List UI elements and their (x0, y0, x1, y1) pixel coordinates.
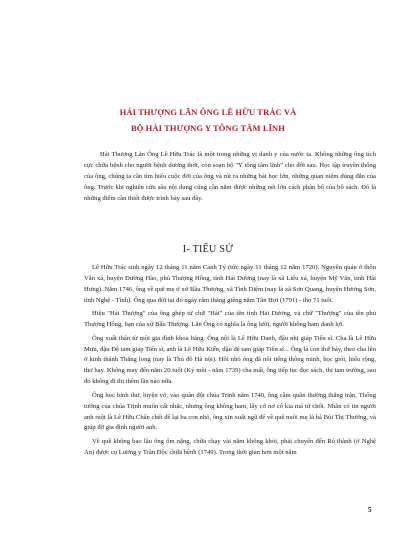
chapter-title-line-1: HẢI THƯỢNG LÃN ÔNG LÊ HỮU TRÁC VÀ (119, 107, 297, 117)
chapter-title-line-2: BỘ HẢI THƯỢNG Y TÔNG TÂM LĨNH (130, 123, 286, 133)
paragraph-pen-name: Hiệu "Hải Thượng" của ông ghép từ chữ "Hải" của tên tỉnh Hải Dương, và chữ "Thượng" của tên phủ Thượng Hồng, bạn của xứ Bầu Thượng. Lãn Ông có nghĩa là ông lười, người không ham danh lợi. (84, 310, 376, 329)
paragraph-birth: Lê Hữu Trác sinh ngày 12 tháng 11 năm Canh Tý (tức ngày 11 tháng 12 năm 1720). Nguyên quán ở thôn Văn xá, huyện Đường Hào, phủ Thượng Hồng, tỉnh Hải Dương (nay là xã Liêu xá, huyện Mỹ Văn, tỉnh Hải Hưng). Năm 1746, ông về quê mẹ ở xứ Bầu Thượng, xã Tình Diệm (nay là xã Sơn Quang, huyện Hương Sơn, tỉnh Nghệ - Tĩnh). Ông qua đời tại đó ngày rằm tháng giêng năm Tân Hợi (1791) - thọ 71 tuổi. (84, 264, 376, 304)
paragraph-military: Ông học binh thư, luyện võ, vào quân đội chúa Trịnh năm 1740, ông cầm quân thường thắng trận, Thống tướng của chúa Trịnh muốn cất nhắc, nhưng ông không ham, lấy cớ nơ cố kia mà từ chối. Nhân có tin người anh ruột là Lê Hữu Chẩn chết để lại ba con nhỏ, ông xin xuất ngũ để về quê nuôi mẹ là bà Bùi Thị Thường, và giúp đỡ gia đình người anh. (84, 391, 376, 432)
intro-paragraph: Hải Thượng Lãn Ông Lê Hữu Trác là một trong những vị danh y của nước ta. Không những ông tích cực chữa bệnh cho người bệnh dương thời, còn soạn bộ "Y tông tâm lĩnh" cho đời sau. Học tập truyền thống của ông, chúng ta cần tìm hiểu cuộc đời của ông và rút ra những bài học lớn, những quan niệm đúng đắn của ông. Trước khi nghiên cứu sâu nội dung cũng cần nắm được những nét lớn cách phân bố của bộ sách. Đó là những điểm cần thiết được trình bày sau đây. (84, 151, 376, 202)
page-number: 5 (368, 506, 372, 514)
biography-body (84, 263, 376, 461)
section-heading: I- TIỂU SỬ (182, 244, 234, 255)
paragraph-family: Ông xuất thân từ một gia đình khoa bảng. Ông nội là Lê Hữu Danh, đậu nhị giáp Tiến sĩ. Cha là Lê Hữu Mưu, đậu Đệ tam giáp Tiến sĩ, anh là Lê Hữu Kiển, đậu đệ tam giáp Tiến sĩ... Ông là con thứ bảy, theo cha lên ở kinh thành Thăng long (nay là Thủ đô Hà nội). Hồi nhỏ ông đã nổi tiếng thông minh, học giỏi, hiếu rộng, thơ hay. Không may đến năm 20 tuổi (Kỷ mùi - năm 1739) cha mất, ông tiếp tục đọc sách, thi tam trường, sau đó không đi thi thêm lần nào nữa. (84, 334, 376, 386)
paragraph-illness: Về quê không bao lâu ông ốm nặng, chữa chạy vài năm không khỏi, phải chuyển đến Rú thành (ở Nghệ An) được cụ Lương y Trần Độc chữa bệnh (1749). Trong thời gian hơn một năm (84, 437, 376, 456)
intro-section (84, 150, 376, 205)
chapter-title (60, 104, 356, 136)
